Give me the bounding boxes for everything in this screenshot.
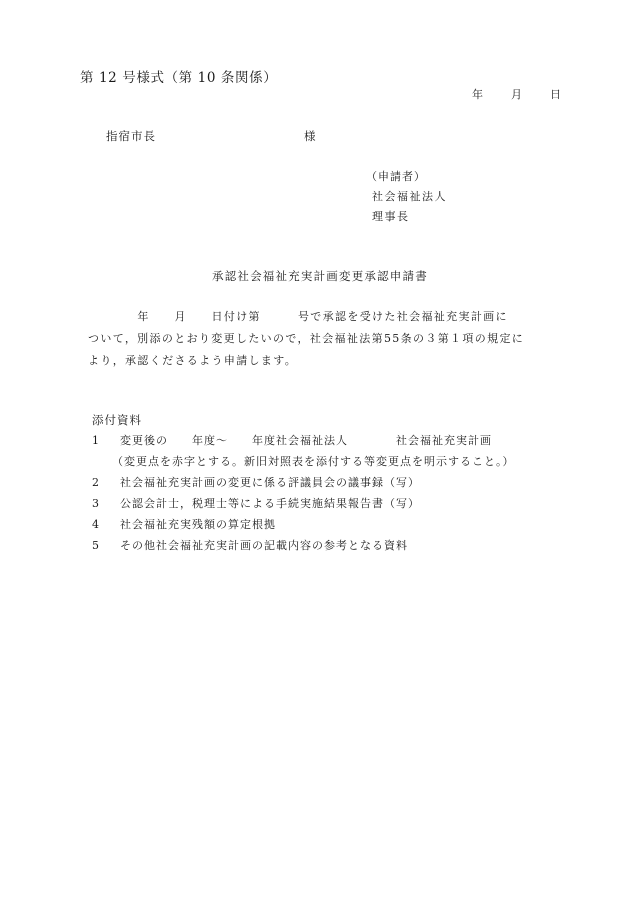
attachment-item-3: 3 公認会計士，税理士等による手続実施結果報告書（写） <box>92 497 420 510</box>
applicant-label: （申請者） <box>366 170 426 183</box>
body-line-2: ついて，別添のとおり変更したいので，社会福祉法第55条の３第１項の規定に <box>88 332 525 345</box>
applicant-organization: 社会福祉法人 <box>372 190 447 203</box>
addressee-name: 指宿市長 <box>106 129 156 143</box>
attachment-item-5: 5 その他社会福祉充実計画の記載内容の参考となる資料 <box>92 539 408 552</box>
date-day-label: 日 <box>550 88 561 101</box>
attachments-list <box>92 430 592 556</box>
attachment-item-1: 1 変更後の 年度～ 年度社会福祉法人 社会福祉充実計画 <box>92 434 492 447</box>
attachments-heading: 添付資料 <box>92 413 142 427</box>
addressee-honorific: 様 <box>304 129 316 143</box>
attachment-item-4: 4 社会福祉充実残額の算定根拠 <box>92 518 276 531</box>
date-line <box>472 86 561 102</box>
application-body <box>88 306 584 372</box>
applicant-role: 理事長 <box>372 210 410 223</box>
date-month-label: 月 <box>511 88 522 101</box>
form-number-title: 第 12 号様式（第 10 条関係） <box>80 70 278 86</box>
document-title: 承認社会福祉充実計画変更承認申請書 <box>212 269 428 283</box>
body-line-1: 年 月 日付け第 号で承認を受けた社会福祉充実計画に <box>88 310 508 323</box>
attachment-item-1-note: （変更点を赤字とする。新旧対照表を添付する等変更点を明示すること。） <box>112 455 515 468</box>
body-line-3: より，承認くださるよう申請します。 <box>88 354 298 367</box>
date-year-label: 年 <box>472 88 483 101</box>
attachment-item-2: 2 社会福祉充実計画の変更に係る評議員会の議事録（写） <box>92 476 420 489</box>
